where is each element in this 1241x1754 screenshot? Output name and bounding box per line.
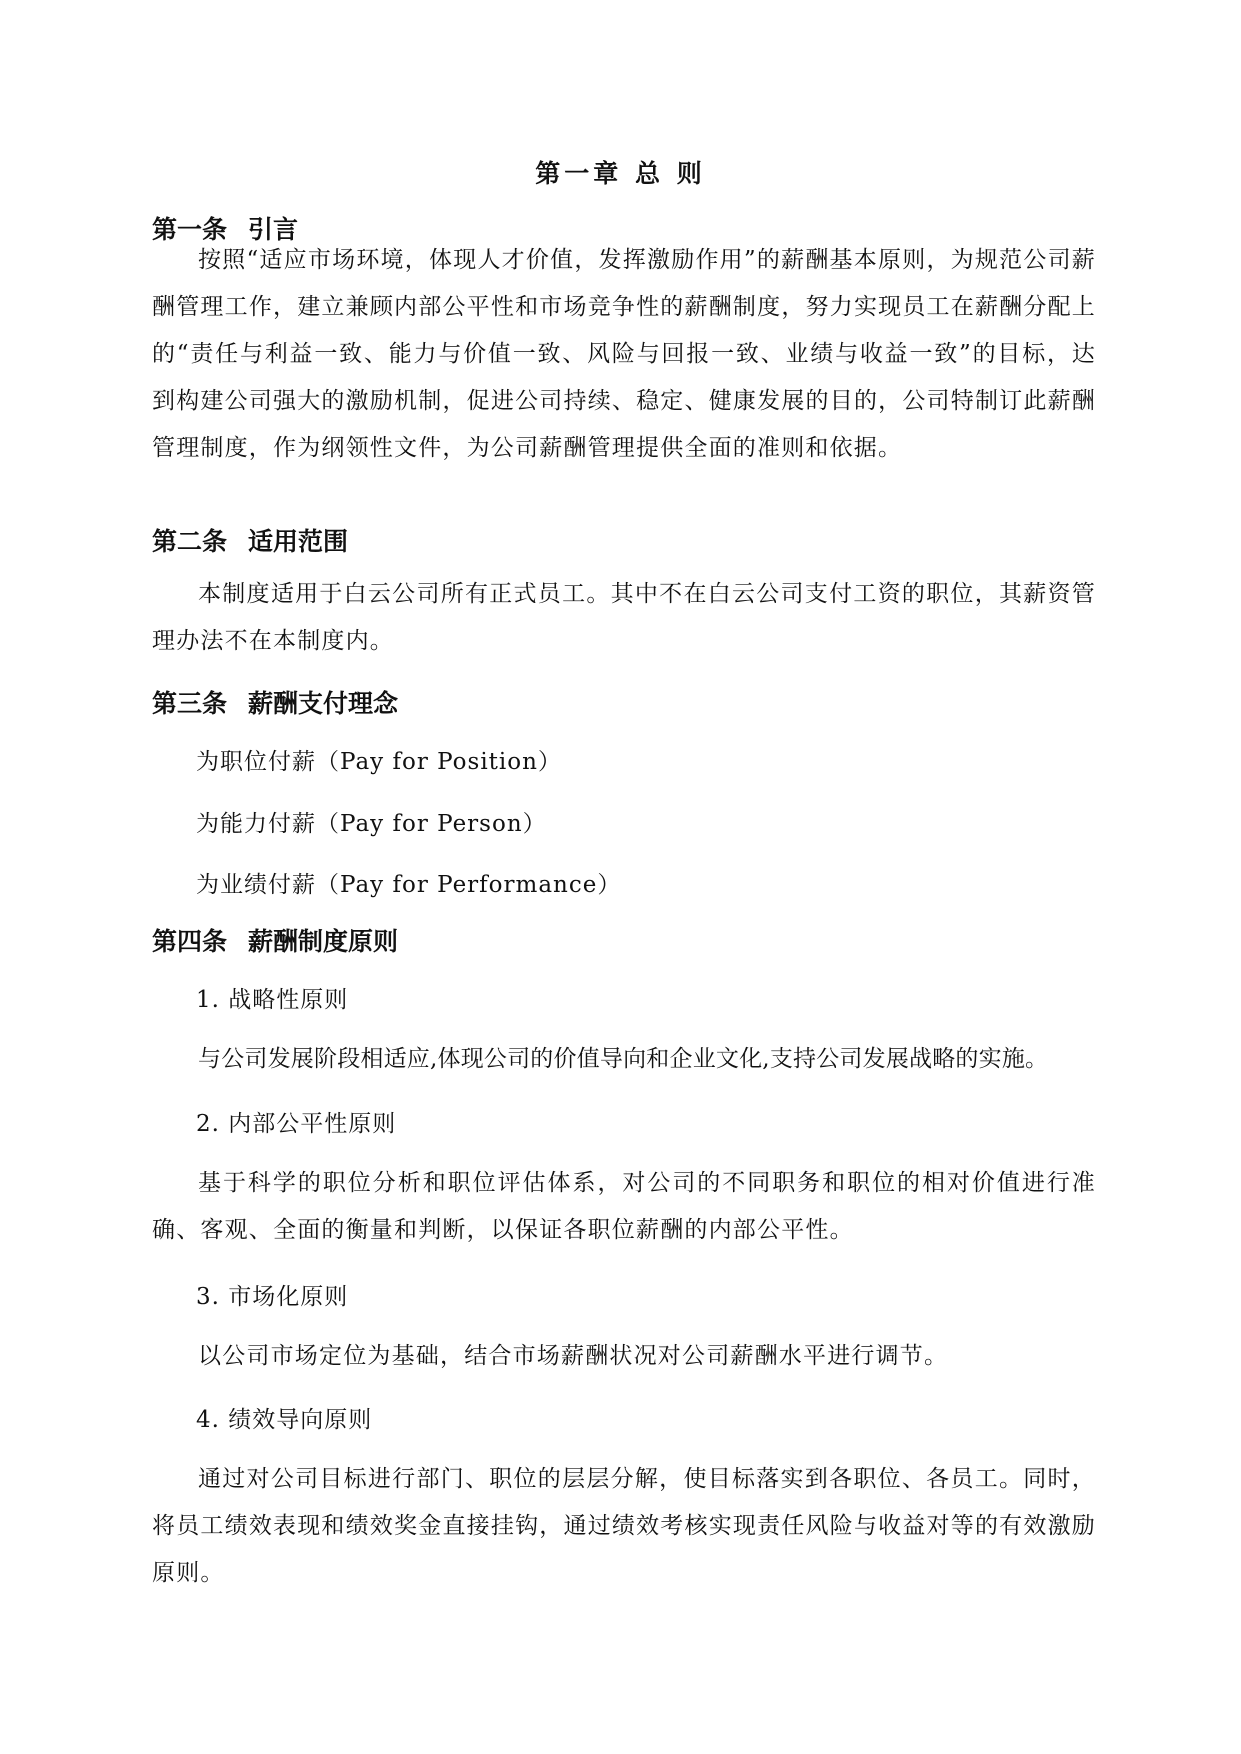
section-number: 第四条: [152, 927, 228, 956]
section-paragraph: 按照“适应市场环境，体现人才价值，发挥激励作用”的薪酬基本原则，为规范公司薪酬管理工作，建立兼顾内部公平性和市场竞争性的薪酬制度，努力实现员工在薪酬分配上的“责任与利益一致、能力与价值一致、风险与回报一致、业绩与收益一致”的目标，达到构建公司强大的激励机制，促进公司持续、稳定、健康发展的目的，公司特制订此薪酬管理制度，作为纲领性文件，为公司薪酬管理提供全面的准则和依据。: [152, 247, 1096, 461]
section-heading: [152, 686, 398, 722]
list-item: 为职位付薪（Pay for Position）: [196, 749, 562, 775]
principle-label: 1. 战略性原则: [196, 987, 349, 1013]
section-number: 第二条: [152, 527, 228, 556]
list-item: 为业绩付薪（Pay for Performance）: [196, 872, 622, 898]
section-title: 适用范围: [248, 527, 349, 556]
section-paragraph: 本制度适用于白云公司所有正式员工。其中不在白云公司支付工资的职位，其薪资管理办法不在本制度内。: [152, 581, 1096, 654]
principle-label: 3. 市场化原则: [196, 1284, 349, 1310]
list-item: 为能力付薪（Pay for Person）: [196, 811, 547, 837]
principle-text: 以公司市场定位为基础，结合市场薪酬状况对公司薪酬水平进行调节。: [198, 1343, 949, 1369]
section-title: 薪酬支付理念: [248, 689, 399, 718]
principle-label: 4. 绩效导向原则: [196, 1407, 373, 1433]
section-number: 第一条: [152, 215, 228, 244]
principle-label: 2. 内部公平性原则: [196, 1111, 397, 1137]
section-heading: [152, 524, 348, 560]
principle-text: 基于科学的职位分析和职位评估体系，对公司的不同职务和职位的相对价值进行准确、客观、全面的衡量和判断，以保证各职位薪酬的内部公平性。: [152, 1170, 1096, 1243]
section-title: 薪酬制度原则: [248, 927, 399, 956]
section-title: 引言: [248, 215, 299, 244]
principle-text: 与公司发展阶段相适应,体现公司的价值导向和企业文化,支持公司发展战略的实施。: [198, 1046, 1049, 1072]
section-number: 第三条: [152, 689, 228, 718]
chapter-title: 第一章 总 则: [535, 159, 706, 188]
principle-text: 通过对公司目标进行部门、职位的层层分解，使目标落实到各职位、各员工。同时，将员工绩效表现和绩效奖金直接挂钩，通过绩效考核实现责任风险与收益对等的有效激励原则。: [152, 1466, 1096, 1586]
section-heading: [152, 924, 398, 960]
